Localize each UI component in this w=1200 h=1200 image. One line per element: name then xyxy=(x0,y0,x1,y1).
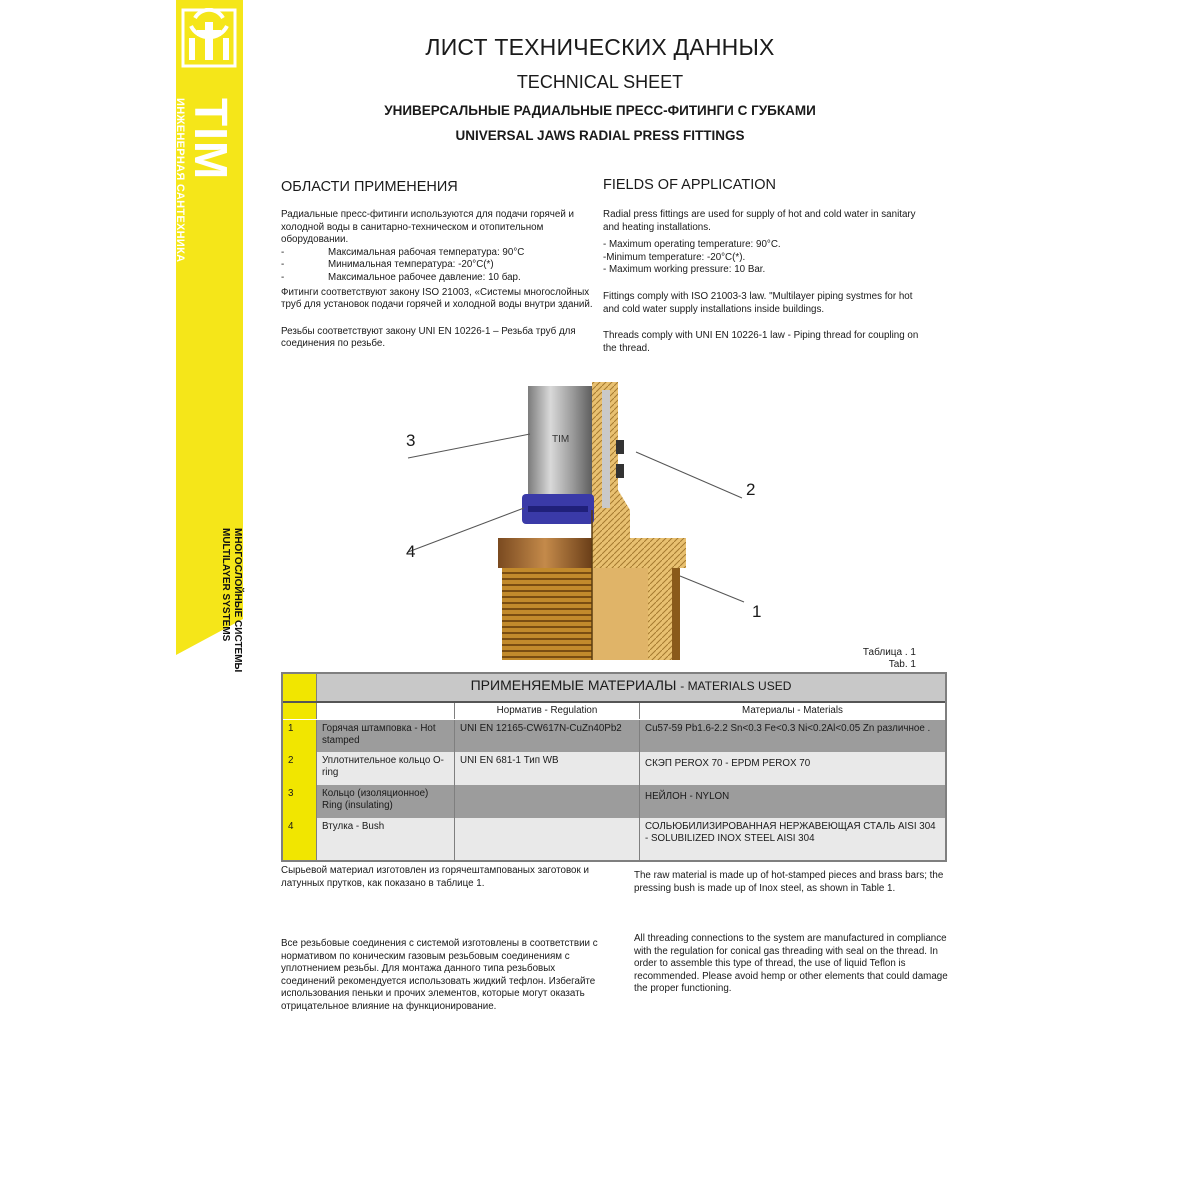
materials-table xyxy=(281,672,947,862)
raw-material-ru: Сырьевой материал изготовлен из горячештампованых заготовок и латунных прутков, как показано в таблице 1. xyxy=(281,865,589,889)
title-en: TECHNICAL SHEET xyxy=(516,72,684,92)
compliance-ru: Фитинги соответствуют закону ISO 21003, «Системы многослойных труб для установок подачи горячей и холодной воды внутри зданий. xyxy=(281,286,593,311)
fitting-diagram xyxy=(380,380,780,665)
table-caption-ru: Таблица . 1 xyxy=(862,647,916,658)
brand-name: TIM xyxy=(185,98,237,181)
side-label xyxy=(219,528,243,672)
title-ru: ЛИСТ ТЕХНИЧЕСКИХ ДАННЫХ xyxy=(425,34,775,60)
table-row: 2 Уплотнительное кольцо O- ring UNI EN 681-1 Тип WB СКЭП PEROX 70 - EPDM PEROX 70 xyxy=(283,752,945,785)
application-intro-ru: Радиальные пресс-фитинги используются для подачи горячей и холодной воды в санитарно-техническом и отопительном оборудовании. xyxy=(281,209,575,246)
list-item: - Maximum working pressure: 10 Bar. xyxy=(603,264,766,276)
list-item: - Maximum operating temperature: 90°C. xyxy=(603,239,781,251)
threading-en: All threading connections to the system are manufactured in compliance with the regulation for conical gas threading with seal on the thread. In order to assemble this type of thread, the use of liquid Teflon is recommended. Please avoid hemp or other elements that could damage the proper functioning. xyxy=(634,933,948,995)
diagram-label-4: 4 xyxy=(406,542,416,561)
table-title-row xyxy=(283,674,945,703)
table-caption-en: Tab. 1 xyxy=(888,659,916,670)
brand-subtitle: ИНЖЕНЕРНАЯ САНТЕХНИКА xyxy=(174,98,186,263)
subtitle-en: UNIVERSAL JAWS RADIAL PRESS FITTINGS xyxy=(455,128,745,143)
column-header-regulation: Норматив - Regulation xyxy=(454,703,639,719)
table-header-row xyxy=(283,703,945,719)
application-ru xyxy=(281,209,593,351)
threads-ru: Резьбы соответствуют закону UNI EN 10226-1 – Резьба труб для соединения по резьбе. xyxy=(281,325,576,350)
table-row: 3 Кольцо (изоляционное) Ring (insulating) НЕЙЛОН - NYLON xyxy=(283,785,945,818)
list-item: - Максимальная рабочая температура: 90°С xyxy=(281,246,525,258)
application-intro-en: Radial press fittings are used for supply of hot and cold water in sanitary and heating installations. xyxy=(603,209,916,233)
threads-en: Threads comply with UNI EN 10226-1 law - Piping thread for coupling on the thread. xyxy=(603,330,919,354)
side-label-ru: МНОГОСЛОЙНЫЕ СИСТЕМЫ xyxy=(232,528,243,673)
raw-material-en: The raw material is made up of hot-stamped pieces and brass bars; the pressing bush is made up of Inox steel, as shown in Table 1. xyxy=(634,870,944,894)
table-title: ПРИМЕНЯЕМЫЕ МАТЕРИАЛЫ - MATERIALS USED xyxy=(316,674,945,701)
threading-ru: Все резьбовые соединения с системой изготовлены в соответствии с нормативом по коническим газовым резьбовым соединениям с уплотнением резьбы. Для монтажа данного типа резьбовых соединений рекомендуется использовать жидкий тефлон. Избегайте использования пеньки и прочих элементов, которые могут оказать отрицательное влияние на функционирование. xyxy=(281,938,598,1012)
diagram-label-2: 2 xyxy=(746,480,756,499)
column-header-materials: Материалы - Materials xyxy=(639,703,945,719)
tim-logo-icon xyxy=(181,8,237,68)
application-en xyxy=(603,209,919,355)
compliance-en: Fittings comply with ISO 21003-3 law. "Multilayer piping systmes for hot and cold water supply installations inside buildings. xyxy=(603,290,913,315)
diagram-label-1: 1 xyxy=(752,602,762,621)
application-heading-ru: ОБЛАСТИ ПРИМЕНЕНИЯ xyxy=(281,179,458,195)
side-label-en: MULTILAYER SYSTEMS xyxy=(220,528,231,642)
list-item: -Minimum temperature: -20°C(*). xyxy=(603,251,746,263)
table-row: 1 Горячая штамповка - Hot stamped UNI EN 12165-CW617N-CuZn40Pb2 Cu57-59 Pb1.6-2.2 Sn<0.3 Fe<0.3 Ni<0.2Al<0.05 Zn различное . xyxy=(283,720,945,752)
diagram-brand-mark: TIM xyxy=(552,434,570,445)
diagram-label-3: 3 xyxy=(406,431,416,450)
table-row: 4 Втулка - Bush СОЛЬЮБИЛИЗИРОВАННАЯ НЕРЖАВЕЮЩАЯ СТАЛЬ AISI 304 - SOLUBILIZED INOX STEEL AISI 304 xyxy=(283,818,945,860)
list-item: - Максимальное рабочее давление: 10 бар. xyxy=(281,271,521,283)
application-heading-en: FIELDS OF APPLICATION xyxy=(603,177,776,193)
subtitle-ru: УНИВЕРСАЛЬНЫЕ РАДИАЛЬНЫЕ ПРЕСС-ФИТИНГИ С ГУБКАМИ xyxy=(384,103,816,118)
list-item: - Минимальная температура: -20°С(*) xyxy=(281,259,494,271)
table-caption xyxy=(836,647,916,671)
